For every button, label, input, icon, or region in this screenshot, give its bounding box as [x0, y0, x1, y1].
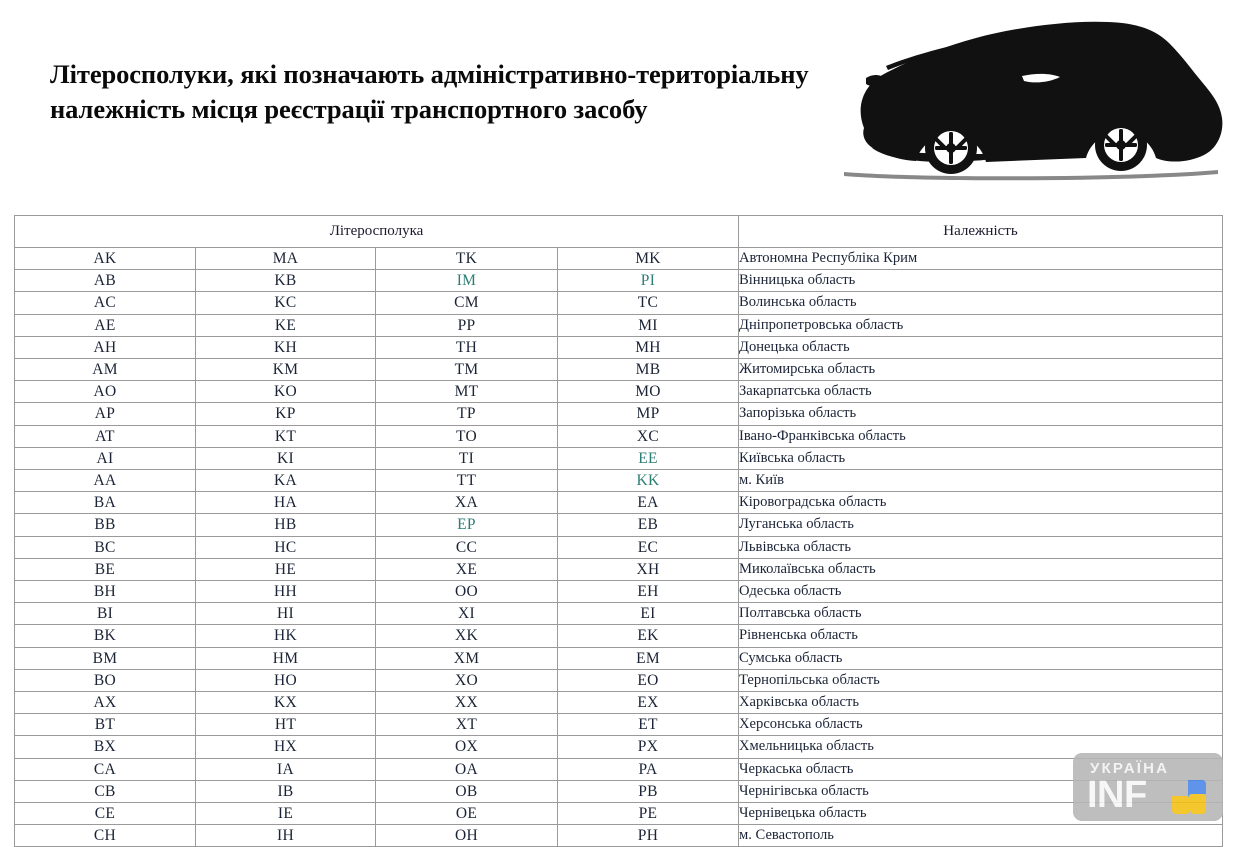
code-cell: AP: [15, 403, 196, 425]
table-row: [15, 292, 1223, 314]
region-cell: Закарпатська область: [739, 381, 1223, 403]
code-cell: PH: [558, 825, 739, 847]
table-row: [15, 536, 1223, 558]
code-cell: OA: [376, 758, 558, 780]
code-cell: AE: [15, 314, 196, 336]
code-cell: XM: [376, 647, 558, 669]
code-cell: HE: [196, 558, 376, 580]
code-cell: KO: [196, 381, 376, 403]
code-cell: KK: [558, 470, 739, 492]
code-cell: AT: [15, 425, 196, 447]
code-cell: TK: [376, 248, 558, 270]
code-cell: EA: [558, 492, 739, 514]
code-cell: XE: [376, 558, 558, 580]
region-cell: Івано-Франківська область: [739, 425, 1223, 447]
code-cell: BI: [15, 603, 196, 625]
code-cell: KC: [196, 292, 376, 314]
region-cell: Полтавська область: [739, 603, 1223, 625]
code-cell: EI: [558, 603, 739, 625]
code-cell: CM: [376, 292, 558, 314]
table-head: [15, 216, 1223, 248]
table-header-row: [15, 216, 1223, 248]
code-cell: EC: [558, 536, 739, 558]
code-cell: AO: [15, 381, 196, 403]
region-cell: Миколаївська область: [739, 558, 1223, 580]
code-cell: BK: [15, 625, 196, 647]
table-row: [15, 425, 1223, 447]
code-cell: XX: [376, 692, 558, 714]
code-cell: MA: [196, 248, 376, 270]
region-cell: Автономна Республіка Крим: [739, 248, 1223, 270]
table-row: [15, 692, 1223, 714]
code-cell: HA: [196, 492, 376, 514]
region-cell: Черкаська область: [739, 758, 1223, 780]
code-cell: AM: [15, 359, 196, 381]
table-row: [15, 403, 1223, 425]
code-cell: TP: [376, 403, 558, 425]
table-row: [15, 780, 1223, 802]
code-cell: BO: [15, 669, 196, 691]
region-cell: Запорізька область: [739, 403, 1223, 425]
region-cell: Луганська область: [739, 514, 1223, 536]
table-row: [15, 470, 1223, 492]
code-cell: BX: [15, 736, 196, 758]
table-row: [15, 714, 1223, 736]
table-row: [15, 492, 1223, 514]
code-cell: OX: [376, 736, 558, 758]
table-row: [15, 558, 1223, 580]
code-cell: CE: [15, 803, 196, 825]
code-cell: MO: [558, 381, 739, 403]
code-cell: TC: [558, 292, 739, 314]
table-row: [15, 248, 1223, 270]
table-row: [15, 825, 1223, 847]
code-cell: AB: [15, 270, 196, 292]
code-cell: XI: [376, 603, 558, 625]
code-cell: XT: [376, 714, 558, 736]
table-row: [15, 625, 1223, 647]
code-cell: OB: [376, 780, 558, 802]
code-cell: TI: [376, 447, 558, 469]
code-cell: EM: [558, 647, 739, 669]
region-cell: Рівненська область: [739, 625, 1223, 647]
region-cell: Сумська область: [739, 647, 1223, 669]
table-row: [15, 447, 1223, 469]
code-cell: PB: [558, 780, 739, 802]
code-cell: PI: [558, 270, 739, 292]
code-cell: IA: [196, 758, 376, 780]
code-cell: EH: [558, 581, 739, 603]
code-cell: KB: [196, 270, 376, 292]
code-cell: MI: [558, 314, 739, 336]
table-row: [15, 803, 1223, 825]
watermark-logo: [1073, 753, 1223, 821]
code-cell: HI: [196, 603, 376, 625]
table-row: [15, 381, 1223, 403]
code-cell: AH: [15, 336, 196, 358]
code-cell: CA: [15, 758, 196, 780]
region-cell: Хмельницька область: [739, 736, 1223, 758]
table-row: [15, 736, 1223, 758]
table-row: [15, 270, 1223, 292]
code-cell: AI: [15, 447, 196, 469]
code-cell: MP: [558, 403, 739, 425]
region-cell: Волинська область: [739, 292, 1223, 314]
region-cell: м. Київ: [739, 470, 1223, 492]
code-cell: PA: [558, 758, 739, 780]
watermark-top-text: УКРАЇНА: [1090, 760, 1170, 777]
code-cell: KM: [196, 359, 376, 381]
table-row: [15, 758, 1223, 780]
code-cell: TM: [376, 359, 558, 381]
license-plate-codes-table: [14, 215, 1223, 847]
code-cell: MK: [558, 248, 739, 270]
table-row: [15, 314, 1223, 336]
code-cell: HO: [196, 669, 376, 691]
region-cell: Львівська область: [739, 536, 1223, 558]
code-cell: HT: [196, 714, 376, 736]
code-cell: OO: [376, 581, 558, 603]
region-cell: Чернігівська область: [739, 780, 1223, 802]
table-row: [15, 514, 1223, 536]
code-cell: OE: [376, 803, 558, 825]
code-cell: EK: [558, 625, 739, 647]
code-cell: PP: [376, 314, 558, 336]
watermark-main-text: INF: [1087, 774, 1147, 816]
code-cell: HB: [196, 514, 376, 536]
region-cell: Київська область: [739, 447, 1223, 469]
code-cell: CB: [15, 780, 196, 802]
code-cell: KP: [196, 403, 376, 425]
code-cell: MB: [558, 359, 739, 381]
code-cell: EX: [558, 692, 739, 714]
table-row: [15, 336, 1223, 358]
code-cell: BE: [15, 558, 196, 580]
code-cell: EB: [558, 514, 739, 536]
code-cell: HH: [196, 581, 376, 603]
region-cell: Харківська область: [739, 692, 1223, 714]
region-cell: Дніпропетровська область: [739, 314, 1223, 336]
code-cell: KE: [196, 314, 376, 336]
header-affiliation: Належність: [739, 216, 1223, 248]
code-cell: BB: [15, 514, 196, 536]
sports-car-icon: [826, 8, 1236, 188]
region-cell: Тернопільська область: [739, 669, 1223, 691]
code-cell: IB: [196, 780, 376, 802]
table-row: [15, 581, 1223, 603]
table-row: [15, 359, 1223, 381]
code-cell: EE: [558, 447, 739, 469]
code-cell: KH: [196, 336, 376, 358]
code-cell: KX: [196, 692, 376, 714]
code-cell: HX: [196, 736, 376, 758]
region-cell: Вінницька область: [739, 270, 1223, 292]
page-title: Літеросполуки, які позначають адміністративно-територіальну належність місця реєстрації транспортного засобу: [50, 59, 809, 124]
code-cell: IE: [196, 803, 376, 825]
code-cell: XC: [558, 425, 739, 447]
code-cell: AK: [15, 248, 196, 270]
code-cell: MH: [558, 336, 739, 358]
code-cell: IM: [376, 270, 558, 292]
code-cell: XA: [376, 492, 558, 514]
region-cell: Донецька область: [739, 336, 1223, 358]
code-cell: IH: [196, 825, 376, 847]
header-letter-combination: Літеросполука: [15, 216, 739, 248]
table-body: [15, 248, 1223, 847]
region-cell: Кіровоградська область: [739, 492, 1223, 514]
code-cell: AC: [15, 292, 196, 314]
code-cell: BH: [15, 581, 196, 603]
region-cell: м. Севастополь: [739, 825, 1223, 847]
code-cell: PX: [558, 736, 739, 758]
region-cell: Чернівецька область: [739, 803, 1223, 825]
table-row: [15, 647, 1223, 669]
table-row: [15, 669, 1223, 691]
code-cell: ET: [558, 714, 739, 736]
code-cell: OH: [376, 825, 558, 847]
poster-header: [0, 0, 1236, 200]
code-cell: BM: [15, 647, 196, 669]
table-row: [15, 603, 1223, 625]
region-cell: Херсонська область: [739, 714, 1223, 736]
region-cell: Одеська область: [739, 581, 1223, 603]
code-cell: KT: [196, 425, 376, 447]
code-cell: BA: [15, 492, 196, 514]
code-cell: BT: [15, 714, 196, 736]
code-cell: XK: [376, 625, 558, 647]
code-cell: AA: [15, 470, 196, 492]
code-cell: XH: [558, 558, 739, 580]
code-cell: PE: [558, 803, 739, 825]
folder-glyph-icon: [1171, 779, 1207, 815]
code-cell: XO: [376, 669, 558, 691]
code-cell: EP: [376, 514, 558, 536]
code-cell: TH: [376, 336, 558, 358]
region-cell: Житомирська область: [739, 359, 1223, 381]
code-cell: EO: [558, 669, 739, 691]
code-cell: KA: [196, 470, 376, 492]
code-cell: HM: [196, 647, 376, 669]
code-cell: CC: [376, 536, 558, 558]
code-cell: KI: [196, 447, 376, 469]
code-cell: MT: [376, 381, 558, 403]
code-cell: BC: [15, 536, 196, 558]
code-cell: AX: [15, 692, 196, 714]
code-cell: TO: [376, 425, 558, 447]
code-cell: TT: [376, 470, 558, 492]
code-cell: CH: [15, 825, 196, 847]
code-cell: HC: [196, 536, 376, 558]
code-cell: HK: [196, 625, 376, 647]
